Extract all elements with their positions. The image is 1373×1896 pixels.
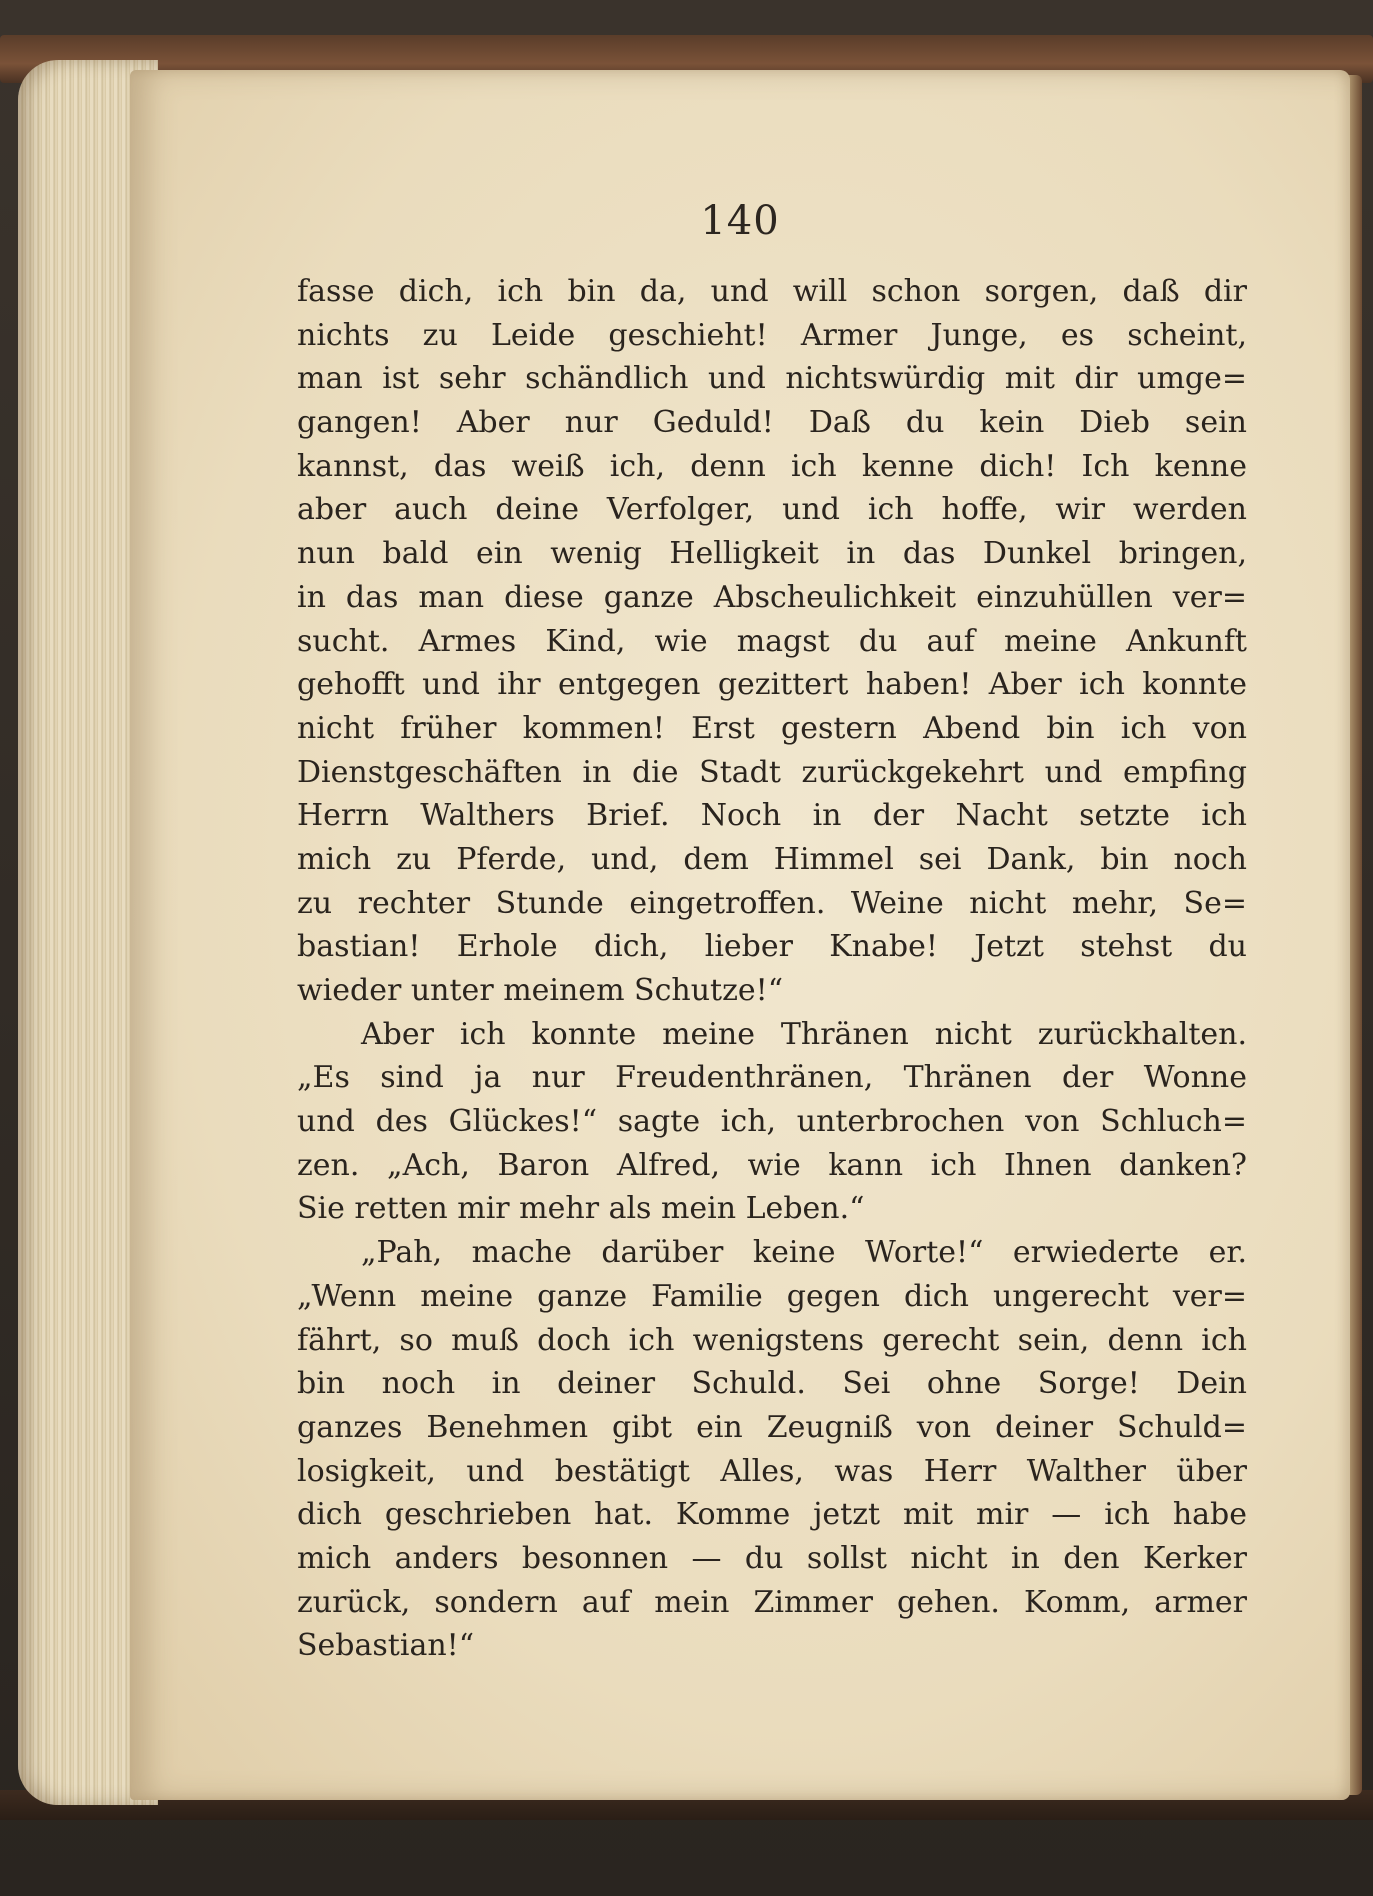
text-line: mich zu Pferde, und, dem Himmel sei Dank, bin noch: [297, 841, 1247, 877]
text-line: bastian! Erhole dich, lieber Knabe! Jetzt stehst du: [297, 929, 1247, 965]
text-line: gehofft und ihr entgegen gezittert haben! Aber ich konnte: [297, 667, 1247, 703]
book-page: [130, 70, 1350, 1800]
text-line: in das man diese ganze Abscheulichkeit einzuhüllen ver=: [297, 579, 1247, 615]
text-line: fährt, so muß doch ich wenigstens gerecht sein, denn ich: [297, 1322, 1247, 1358]
text-line: nicht früher kommen! Erst gestern Abend bin ich von: [297, 710, 1247, 746]
text-line: Sebastian!“: [297, 1628, 475, 1664]
text-line: nichts zu Leide geschieht! Armer Junge, es scheint,: [297, 317, 1247, 353]
text-line: kannst, das weiß ich, denn ich kenne dich! Ich kenne: [297, 448, 1247, 484]
text-line: und des Glückes!“ sagte ich, unterbrochen von Schluch=: [297, 1104, 1247, 1140]
text-line: Sie retten mir mehr als mein Leben.“: [297, 1191, 865, 1227]
text-line: losigkeit, und bestätigt Alles, was Herr Walther über: [297, 1453, 1247, 1489]
text-line: zurück, sondern auf mein Zimmer gehen. Komm, armer: [297, 1584, 1247, 1620]
text-line: bin noch in deiner Schuld. Sei ohne Sorge! Dein: [297, 1366, 1247, 1402]
text-line: sucht. Armes Kind, wie magst du auf meine Ankunft: [297, 623, 1247, 659]
text-line: man ist sehr schändlich und nichtswürdig mit dir umge=: [297, 361, 1247, 397]
text-line: zu rechter Stunde eingetroffen. Weine nicht mehr, Se=: [297, 885, 1247, 921]
text-line: aber auch deine Verfolger, und ich hoffe, wir werden: [297, 492, 1247, 528]
text-line: gangen! Aber nur Geduld! Daß du kein Dieb sein: [297, 405, 1247, 441]
text-line: Aber ich konnte meine Thränen nicht zurückhalten.: [361, 1016, 1247, 1052]
text-line: „Pah, mache darüber keine Worte!“ erwiederte er.: [361, 1235, 1247, 1271]
text-line: nun bald ein wenig Helligkeit in das Dunkel bringen,: [297, 536, 1247, 572]
page-number: 140: [700, 198, 780, 244]
text-line: ganzes Benehmen gibt ein Zeugniß von deiner Schuld=: [297, 1409, 1247, 1445]
text-line: Dienstgeschäften in die Stadt zurückgekehrt und empfing: [297, 754, 1247, 790]
text-line: Herrn Walthers Brief. Noch in der Nacht setzte ich: [297, 798, 1247, 834]
text-line: „Es sind ja nur Freudenthränen, Thränen der Wonne: [297, 1060, 1247, 1096]
text-line: „Wenn meine ganze Familie gegen dich ungerecht ver=: [297, 1278, 1247, 1314]
text-line: dich geschrieben hat. Komme jetzt mit mir — ich habe: [297, 1497, 1247, 1533]
body-text: [297, 270, 1247, 1668]
text-line: mich anders besonnen — du sollst nicht in den Kerker: [297, 1540, 1247, 1576]
text-line: zen. „Ach, Baron Alfred, wie kann ich Ihnen danken?: [297, 1147, 1247, 1183]
text-line: wieder unter meinem Schutze!“: [297, 973, 784, 1008]
text-line: fasse dich, ich bin da, und will schon sorgen, daß dir: [297, 274, 1247, 309]
